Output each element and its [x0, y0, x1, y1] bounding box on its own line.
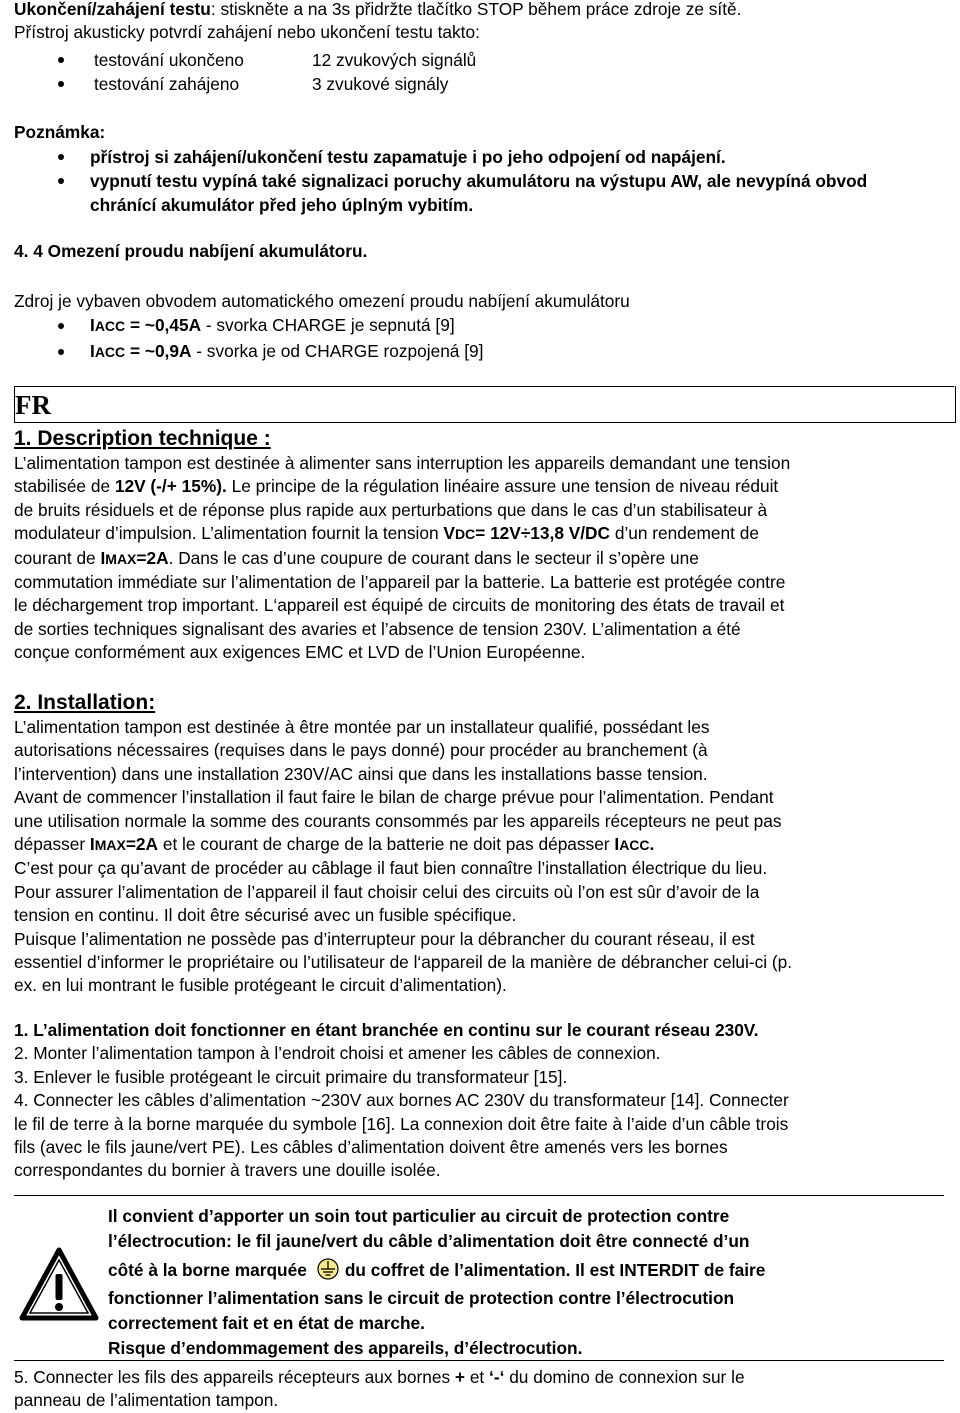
signal-list	[58, 48, 476, 96]
warning-line-end: du coffret de l’alimentation. Il est INTERDIT de faire	[344, 1260, 766, 1280]
text-line	[14, 810, 944, 833]
text-run: dépasser	[14, 834, 90, 855]
text-line	[14, 1389, 944, 1412]
note-heading: Poznámka:	[14, 122, 106, 142]
text-run: courant de	[14, 547, 101, 568]
bold-subscript-run: MAX	[105, 550, 137, 567]
text-run: fils (avec le fils jaune/vert PE). Les câbles d’alimentation doivent être amenés vers les bornes	[14, 1137, 728, 1158]
text-run: tension en continu. Il doit être sécurisé avec un fusible spécifique.	[14, 905, 517, 926]
text-run: Puisque l’alimentation ne possède pas d’interrupteur pour la débrancher du courant réseau, il est	[14, 928, 755, 949]
section-heading: 4. 4 Omezení proudu nabíjení akumulátoru.	[14, 241, 368, 261]
warning-text	[108, 1204, 938, 1361]
divider	[14, 386, 954, 387]
text-line	[14, 1042, 944, 1065]
text-line	[14, 499, 944, 522]
text-run: le fil de terre à la borne marquée du symbole [16]. La connexion doit être faite à l’aide d’un câble trois	[14, 1113, 789, 1134]
text-line	[14, 452, 944, 475]
section-heading: 1. Description technique :	[14, 427, 271, 450]
text-run: 3. Enlever le fusible protégeant le circuit primaire du transformateur [15].	[14, 1066, 568, 1087]
text-run: de sorties techniques signalisant des avaries et l’absence de tension 230V. L’alimentation a été	[14, 618, 741, 639]
text-line	[14, 475, 944, 498]
warning-line	[108, 1254, 938, 1286]
paragraph	[14, 716, 944, 998]
warning-line: l’électrocution: le fil jaune/vert du câble d’alimentation doit être connecté d’un	[108, 1231, 750, 1251]
description: - svorka CHARGE je sepnutá [9]	[201, 315, 455, 335]
text-line	[14, 594, 944, 617]
text-run: de bruits résiduels et de réponse plus rapide aux perturbations que dans le cas d’un stabilisateur à	[14, 499, 768, 520]
value: = ~0,9A	[125, 341, 192, 361]
bold-run: ‘-‘	[489, 1367, 505, 1387]
text-line	[14, 1113, 944, 1136]
bold-subscript-run: MAX	[94, 837, 126, 854]
text-line	[14, 739, 944, 762]
text-run: C’est pour ça qu’avant de procéder au câblage il faut bien connaître l’installation électrique du lieu.	[14, 858, 768, 879]
text-run: modulateur d’impulsion. L’alimentation fournit la tension	[14, 523, 444, 544]
bold-run: .	[649, 834, 655, 855]
text-line	[14, 1066, 944, 1089]
text-line	[14, 1136, 944, 1159]
text-run: du domino de connexion sur le	[504, 1367, 745, 1387]
text-run: d’un rendement de	[610, 523, 759, 544]
text-run: Le principe de la régulation linéaire assure une tension de niveau réduit	[226, 476, 779, 497]
note-list	[58, 145, 918, 217]
text-run: essentiel d’informer le propriétaire ou l’utilisateur de l‘appareil de la manière de débrancher celui-ci (p.	[14, 952, 793, 973]
text-line	[14, 618, 944, 641]
text-line	[14, 786, 944, 809]
list-item	[58, 339, 483, 365]
text-run: L’alimentation tampon est destinée à alimenter sans interruption les appareils demandant une tension	[14, 453, 791, 473]
symbol-sub: ACC	[94, 318, 126, 334]
test-intro	[14, 0, 741, 45]
text-run: et	[465, 1367, 490, 1387]
signal-label: testování ukončeno	[94, 50, 244, 70]
bold-subscript-run: DC	[454, 526, 476, 543]
symbol: I	[90, 341, 95, 361]
text-run: correspondantes du bornier à travers une douille isolée.	[14, 1160, 441, 1181]
language-label: FR	[15, 390, 51, 420]
bold-run: I	[614, 834, 620, 855]
bold-run: 12V (-/+ 15%).	[114, 476, 227, 497]
earth-symbol-icon	[313, 1258, 343, 1280]
text-run: une utilisation normale la somme des courants consommés par les appareils récepteurs ne peut pas	[14, 810, 782, 831]
text-run: stabilisée de	[14, 476, 115, 497]
note-text: přístroj si zahájení/ukončení testu zapamatuje i po jeho odpojení od napájení.	[90, 147, 726, 167]
bullet-icon	[58, 81, 64, 87]
signal-value: 12 zvukových signálů	[312, 50, 477, 70]
text-run: 4. Connecter les câbles d’alimentation ~230V aux bornes AC 230V du transformateur [14]. Connecter	[14, 1090, 789, 1111]
warning-line: Risque d’endommagement des appareils, d’électrocution.	[108, 1338, 583, 1358]
text-line	[14, 928, 944, 951]
bullet-icon	[58, 323, 64, 329]
list-item	[58, 48, 476, 72]
warning-line-start: côté à la borne marquée	[108, 1260, 307, 1280]
symbol-sub: ACC	[94, 344, 126, 360]
bullet-icon	[58, 154, 64, 160]
text-run: commutation immédiate sur l’alimentation de l’appareil par la batterie. La batterie est protégée contre	[14, 572, 786, 593]
text-line	[14, 1089, 944, 1112]
bold-run: +	[454, 1367, 466, 1387]
text-line	[14, 881, 944, 904]
text-line	[14, 951, 944, 974]
list-item	[58, 145, 918, 169]
text-run: 5. Connecter les fils des appareils récepteurs aux bornes	[14, 1367, 455, 1387]
bold-run: =2A	[125, 834, 159, 855]
list-item	[58, 313, 483, 339]
bullet-icon	[58, 349, 64, 355]
text-line	[14, 1366, 944, 1389]
signal-label: testování zahájeno	[94, 74, 240, 94]
text-line	[14, 716, 944, 739]
warning-triangle-icon	[18, 1246, 100, 1322]
value: = ~0,45A	[125, 315, 202, 335]
paragraph	[14, 1366, 944, 1413]
bullet-icon	[58, 57, 64, 63]
warning-line: Il convient d’apporter un soin tout particulier au circuit de protection contre	[108, 1206, 730, 1226]
text-line	[14, 833, 944, 857]
list-item	[58, 72, 476, 96]
symbol: I	[90, 315, 95, 335]
note-text: vypnutí testu vypíná také signalizaci poruchy akumulátoru na výstupu AW, ale nevypíná obvod chránící akumulátor před jeho úplným vybitím.	[90, 171, 868, 215]
text-run: L’alimentation tampon est destinée à être montée par un installateur qualifié, possédant les	[14, 717, 710, 737]
text-run: l’intervention) dans une installation 230V/AC ainsi que dans les installations basse tension.	[14, 763, 708, 784]
acoustic-confirm-line: Přístroj akusticky potvrdí zahájení nebo ukončení testu takto:	[14, 22, 480, 43]
text-line	[14, 763, 944, 786]
text-run: . Dans le cas d’une coupure de courant dans le secteur il s’opère une	[168, 547, 699, 568]
text-run: ex. en lui montrant le fusible protégeant le circuit d’alimentation).	[14, 975, 507, 996]
warning-box	[14, 1195, 944, 1361]
text-line	[14, 974, 944, 997]
section-heading: 2. Installation:	[14, 691, 156, 714]
text-line	[14, 1019, 944, 1042]
paragraph	[14, 452, 944, 665]
text-line	[14, 571, 944, 594]
text-run: 2. Monter l’alimentation tampon à l’endroit choisi et amener les câbles de connexion.	[14, 1043, 661, 1064]
test-toggle-text: : stiskněte a na 3s přidržte tlačítko STOP během práce zdroje ze sítě.	[210, 0, 742, 19]
current-list	[58, 313, 483, 365]
bold-run: 1. L’alimentation doit fonctionner en étant branchée en continu sur le courant réseau 230V.	[14, 1020, 759, 1040]
bold-run: I	[100, 547, 106, 568]
signal-value: 3 zvukové signály	[312, 74, 449, 94]
text-line	[14, 547, 944, 571]
text-run: et le courant de charge de la batterie ne doit pas dépasser	[158, 834, 615, 855]
text-run: le déchargement trop important. L‘appareil est équipé de circuits de monitoring des états de travail et	[14, 595, 785, 616]
text-run: conçue conformément aux exigences EMC et LVD de l’Union Européenne.	[14, 642, 586, 663]
text-line	[14, 641, 944, 664]
text-run: panneau de l’alimentation tampon.	[14, 1390, 279, 1411]
text-run: autorisations nécessaires (requises dans le pays donné) pour procéder au branchement (à	[14, 740, 708, 761]
description: - svorka je od CHARGE rozpojená [9]	[191, 341, 484, 361]
text-line	[14, 904, 944, 927]
warning-line: correctement fait et en état de marche.	[108, 1313, 425, 1333]
bold-run: V	[443, 523, 455, 544]
text-line	[14, 522, 944, 546]
warning-line: fonctionner l’alimentation sans le circuit de protection contre l’électrocution	[108, 1288, 735, 1308]
bold-subscript-run: ACC	[619, 837, 650, 854]
bold-run: =2A	[136, 547, 169, 568]
language-banner	[14, 386, 956, 423]
text-run: Pour assurer l’alimentation de l’appareil il faut choisir celui des circuits où l’on est sûr d’avoir de la	[14, 881, 760, 902]
test-toggle-label: Ukončení/zahájení testu	[14, 0, 211, 19]
list-item	[58, 169, 918, 217]
bold-run: I	[89, 834, 95, 855]
bullet-icon	[58, 178, 64, 184]
bold-run: = 12V÷13,8 V/DC	[475, 523, 611, 544]
test-toggle-line	[14, 0, 741, 21]
text-line	[14, 1159, 944, 1182]
text-line	[14, 857, 944, 880]
paragraph: Zdroj je vybaven obvodem automatického omezení proudu nabíjení akumulátoru	[14, 291, 630, 311]
steps-list	[14, 1019, 944, 1183]
text-run: Avant de commencer l’installation il faut faire le bilan de charge prévue pour l’alimentation. Pendant	[14, 787, 774, 808]
